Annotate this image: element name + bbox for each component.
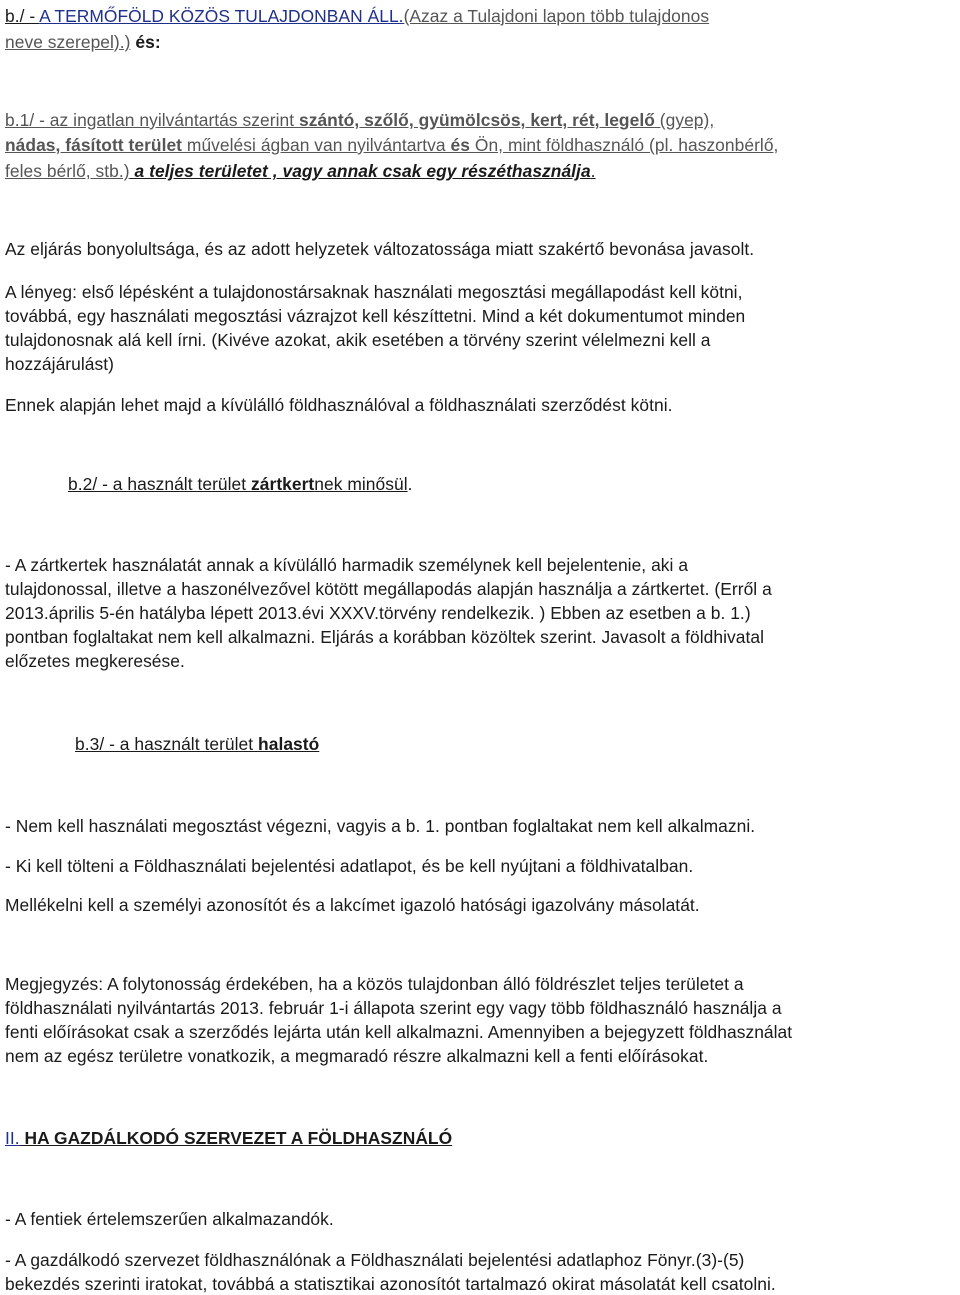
note-line1: Megjegyzés: A folytonosság érdekében, ha a közös tulajdonban álló földrészlet teljes területet a [5, 974, 744, 994]
section-b2-body-line1: - A zártkertek használatát annak a kívülálló harmadik személynek kell bejelentenie, aki a [5, 555, 689, 575]
section-II-heading [5, 1127, 452, 1149]
section-b1-muvelesi: művelési ágban van nyilvántartva [182, 135, 451, 155]
section-b1-dot: . [590, 161, 596, 181]
paragraph-essence-line1: A lényeg: első lépésként a tulajdonostársaknak használati megosztási megállapodást kell kötni, [5, 282, 743, 302]
section-b2-body-line4: pontban foglaltakat nem kell alkalmazni. Eljárás a korábban közöltek szerint. Javasolt a földhivatal [5, 627, 765, 647]
section-II-item-1: - A fentiek értelemszerűen alkalmazandók. [5, 1209, 334, 1229]
section-b1-line3 [5, 160, 596, 182]
section-b3-item-2: - Ki kell tölteni a Földhasználati bejelentési adatlapot, és be kell nyújtani a földhivatalban. [5, 856, 694, 876]
section-b1-gyep: (gyep), [654, 110, 715, 130]
paragraph-essence-line4: hozzájárulást) [5, 354, 114, 374]
section-b-paren: (Azaz a Tulajdoni lapon több tulajdonos [403, 6, 710, 26]
section-b3-prefix: b.3/ - a használt terület [75, 734, 259, 754]
paragraph-essence-line2: továbbá, egy használati megosztási vázrajzot kell készíttetni. Mind a két dokumentumot minden [5, 306, 746, 326]
note-line4: nem az egész területre vonatkozik, a megmaradó részre alkalmazni kell a fenti előírásokat. [5, 1046, 709, 1066]
section-b-es: és: [130, 32, 161, 52]
section-b2-body-line2: tulajdonossal, illetve a haszonélvezővel kötött megállapodás alapján használja a zártkertet. (Erről a [5, 579, 772, 599]
section-b-paren-cont: neve szerepel).) [5, 32, 131, 52]
section-b-heading-line2 [5, 31, 161, 53]
section-b1-emphasis: a teljes területet , vagy annak csak egy részéthasználja [129, 161, 591, 181]
section-b1-on-mint: Ön, mint földhasználó (pl. haszonbérlő, [470, 135, 779, 155]
section-b1-crops: szántó, szőlő, gyümölcsös, kert, rét, legelő [298, 110, 655, 130]
section-b1-nadas: nádas, fásított terület [5, 135, 183, 155]
section-b2-body-line5: előzetes megkeresése. [5, 651, 185, 671]
section-b2-prefix: b.2/ - a használt terület [68, 474, 252, 494]
section-b-title: A TERMŐFÖLD KÖZÖS TULAJDONBAN ÁLL. [39, 6, 404, 26]
paragraph-essence-line3: tulajdonosnak alá kell írni. (Kivéve azokat, akik esetében a törvény szerint vélelmezni kell a [5, 330, 711, 350]
note-line2: földhasználati nyilvántartás 2013. február 1-i állapota szerint egy vagy több földhasználó használja a [5, 998, 782, 1018]
section-b2-zartkert: zártkert [251, 474, 315, 494]
section-b3-item-3: Mellékelni kell a személyi azonosítót és a lakcímet igazoló hatósági igazolvány másolatát. [5, 895, 700, 915]
section-b1-feles: feles bérlő, stb.) [5, 161, 130, 181]
paragraph-contract: Ennek alapján lehet majd a kívülálló földhasználóval a földhasználati szerződést kötni. [5, 395, 673, 415]
section-II-title: HA GAZDÁLKODÓ SZERVEZET A FÖLDHASZNÁLÓ [19, 1128, 453, 1148]
note-line3: fenti előírásokat csak a szerződés lejárta után kell alkalmazni. Amennyiben a bejegyzett földhasználat [5, 1022, 793, 1042]
section-b3-heading [75, 733, 319, 755]
section-b-prefix: b./ - [5, 6, 40, 26]
section-b-heading-line1 [5, 5, 709, 27]
section-b2-dot: . [407, 474, 413, 494]
section-b2-heading [68, 473, 413, 495]
section-b1-line1 [5, 109, 714, 131]
section-II-item-2-line1: - A gazdálkodó szervezet földhasználónak a Földhasználati bejelentési adatlaphoz Fönyr.(3)-(5) [5, 1250, 745, 1270]
paragraph-expert: Az eljárás bonyolultsága, és az adott helyzetek változatossága miatt szakértő bevonása javasolt. [5, 239, 755, 259]
section-b3-halasto: halastó [258, 734, 320, 754]
section-b1-lead: b.1/ - az ingatlan nyilvántartás szerint [5, 110, 299, 130]
section-b3-item-1: - Nem kell használati megosztást végezni, vagyis a b. 1. pontban foglaltakat nem kell alkalmazni. [5, 816, 756, 836]
section-II-item-2-line2: bekezdés szerinti iratokat, továbbá a statisztikai azonosítót tartalmazó okirat másolatát kell csatolni. [5, 1274, 776, 1294]
section-b2-body-line3: 2013.április 5-én hatályba lépett 2013.évi XXXV.törvény rendelkezik. ) Ebben az esetben a b. 1.) [5, 603, 751, 623]
section-II-number: II. [5, 1128, 20, 1148]
section-b1-es: és [450, 135, 470, 155]
section-b2-suffix: nek minősül [314, 474, 408, 494]
section-b1-line2 [5, 134, 778, 156]
